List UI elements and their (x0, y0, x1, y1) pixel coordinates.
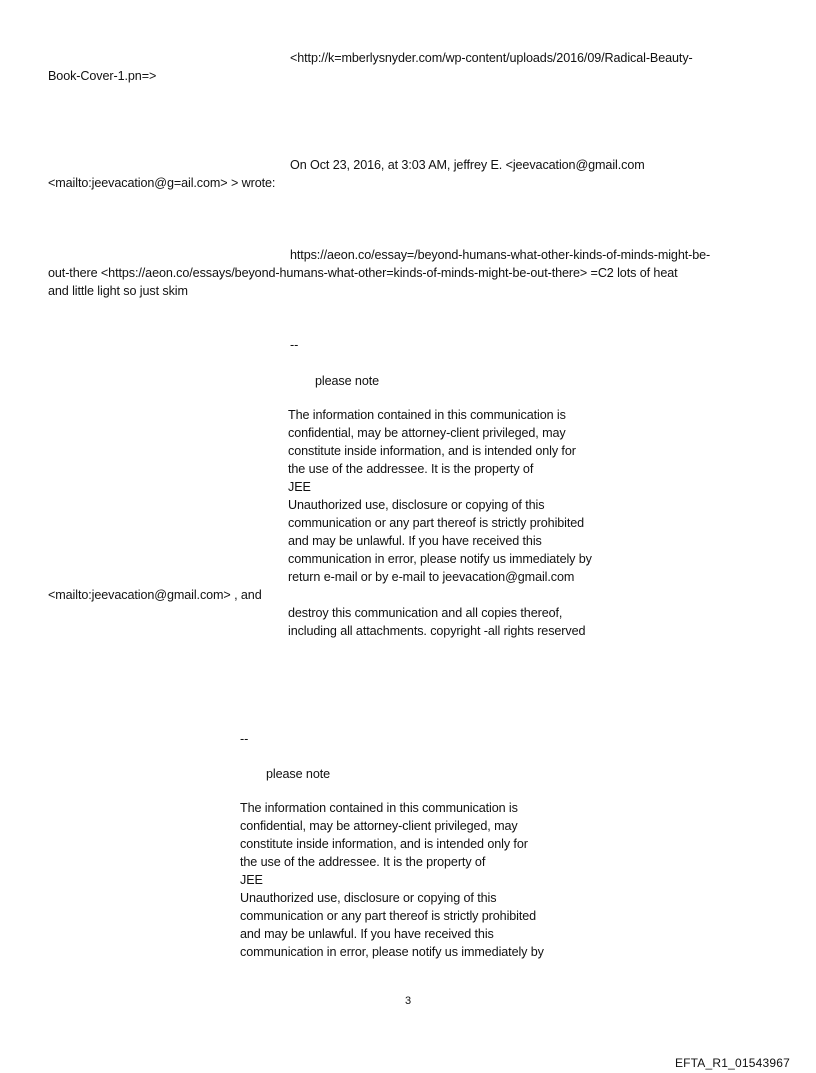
notice-line: The information contained in this communication is (240, 801, 518, 815)
notice-closing (288, 604, 585, 640)
please-note-heading: please note (266, 767, 331, 781)
signature-separator: -- (240, 732, 249, 746)
notice-line: including all attachments. copyright -all rights reserved (288, 624, 586, 638)
notice-line: confidential, may be attorney-client privileged, may (288, 426, 566, 440)
notice-line: the use of the addressee. It is the property of (288, 462, 534, 476)
notice-line: return e-mail or by e-mail to jeevacation@gmail.com (288, 570, 575, 584)
message-link-line-2: out-there <https://aeon.co/essays/beyond-humans-what-other=kinds-of-minds-might-be-out-there> =C2 lots of heat (48, 266, 678, 280)
image-link-line-2: Book-Cover-1.pn=> (48, 69, 157, 83)
notice-line: the use of the addressee. It is the property of (240, 855, 486, 869)
notice-line: destroy this communication and all copies thereof, (288, 606, 563, 620)
message-text-line-3: and little light so just skim (48, 284, 188, 298)
notice-line: The information contained in this communication is (288, 408, 566, 422)
notice-line: communication in error, please notify us immediately by (240, 945, 544, 959)
notice-line: and may be unlawful. If you have received this (240, 927, 494, 941)
notice-line: constitute inside information, and is intended only for (288, 444, 576, 458)
image-link-line-1: <http://k=mberlysnyder.com/wp-content/uploads/2016/09/Radical-Beauty- (290, 51, 693, 65)
notice-line: Unauthorized use, disclosure or copying of this (288, 498, 545, 512)
document-id: EFTA_R1_01543967 (674, 1056, 790, 1070)
notice-line: confidential, may be attorney-client privileged, may (240, 819, 518, 833)
signature-separator: -- (290, 338, 299, 352)
notice-line: Unauthorized use, disclosure or copying of this (240, 891, 497, 905)
quote-header-line-2: <mailto:jeevacation@g=ail.com> > wrote: (48, 176, 276, 190)
please-note-heading: please note (315, 374, 380, 388)
confidentiality-notice (240, 799, 544, 961)
page-number: 3 (404, 995, 412, 1007)
quote-header-line-1: On Oct 23, 2016, at 3:03 AM, jeffrey E. <jeevacation@gmail.com (290, 158, 645, 172)
message-link-line-1: https://aeon.co/essay=/beyond-humans-what-other-kinds-of-minds-might-be- (290, 248, 711, 262)
notice-line: JEE (240, 873, 263, 887)
notice-line: constitute inside information, and is intended only for (240, 837, 528, 851)
mailto-line: <mailto:jeevacation@gmail.com> , and (48, 588, 262, 602)
notice-line: communication in error, please notify us immediately by (288, 552, 592, 566)
notice-line: JEE (288, 480, 311, 494)
confidentiality-notice (288, 406, 592, 586)
notice-line: communication or any part thereof is strictly prohibited (288, 516, 585, 530)
notice-line: communication or any part thereof is strictly prohibited (240, 909, 537, 923)
notice-line: and may be unlawful. If you have received this (288, 534, 542, 548)
